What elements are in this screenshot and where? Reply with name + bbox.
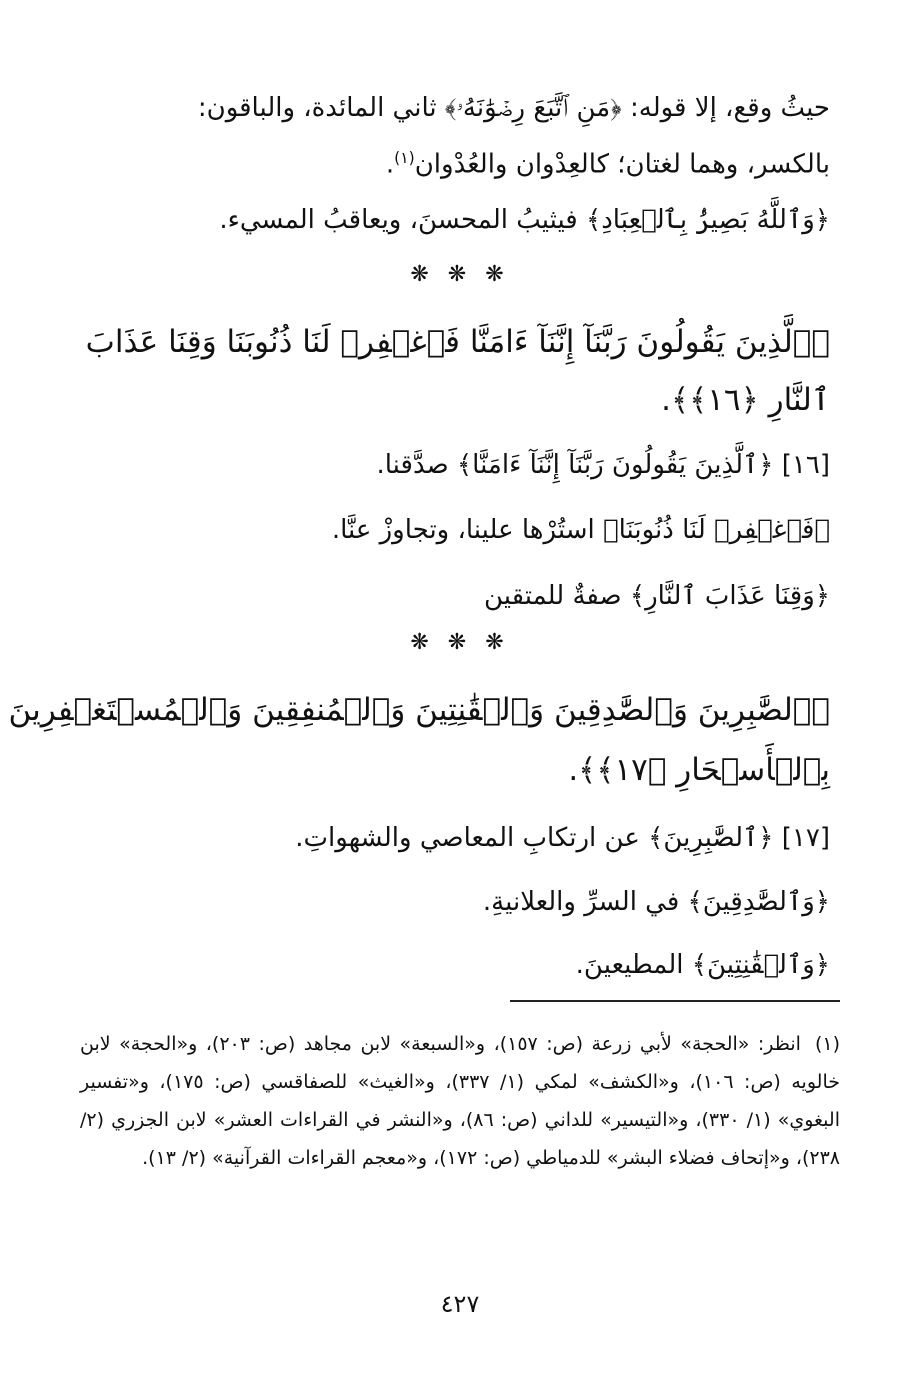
- text-line-1: حيثُ وقع، إلا قوله: ﴿مَنِ ٱتَّبَعَ رِضۡوَٰنَهُۥ﴾ ثاني المائدة، والباقون:: [197, 93, 830, 123]
- page-number: ٤٢٧: [440, 1290, 480, 1318]
- verse-17-line-1: ﴿ٱلصَّٰبِرِينَ وَٱلصَّٰدِقِينَ وَٱلۡقَٰنِتِينَ وَٱلۡمُنفِقِينَ وَٱلۡمُسۡتَغۡفِرِينَ: [8, 692, 830, 728]
- verse-17-line-2: بِٱلۡأَسۡحَارِ ﴿١٧﴾﴾.: [568, 752, 830, 788]
- commentary-17-a: [١٧] ﴿ٱلصَّٰبِرِينَ﴾ عن ارتكابِ المعاصي والشهواتِ.: [295, 823, 830, 853]
- section-separator: ❋ ❋ ❋: [410, 262, 510, 287]
- text-line-2-end: .: [385, 149, 395, 180]
- commentary-16-c: ﴿وَقِنَا عَذَابَ ٱلنَّارِ﴾ صفةٌ للمتقين: [484, 581, 830, 611]
- verse-16-line-2: ٱلنَّارِ ﴿١٦﴾﴾.: [661, 382, 830, 418]
- footnote-text: انظر: «الحجة» لأبي زرعة (ص: ١٥٧)، و«السبعة» لابن مجاهد (ص: ٢٠٣)، و«الحجة» لابن خالويه (ص: ١٠٦)، و«الكشف» لمكي (١/ ٣٣٧)، و«الغيث» للصفاقسي (ص: ١٧٥)، و«تفسير البغوي» (١/ ٣٣٠)، و«التيسير» للداني (ص: ٨٦)، و«النشر في القراءات العشر» لابن الجزري (٢/ ٢٣٨)، و«إتحاف فضلاء البشر» للدمياطي (ص: ١٧٢)، و«معجم القراءات القرآنية» (٢/ ١٣).: [80, 1033, 840, 1169]
- footnote: [80, 1025, 840, 1177]
- commentary-16-b: ﴿فَٱغۡفِرۡ لَنَا ذُنُوبَنَا﴾ استُرْها علينا، وتجاوزْ عنَّا.: [331, 515, 830, 545]
- text-line-3: ﴿وَٱللَّهُ بَصِيرُۢ بِٱلۡعِبَادِ﴾ فيثيبُ المحسنَ، ويعاقبُ المسيء.: [219, 205, 830, 235]
- commentary-17-b: ﴿وَٱلصَّٰدِقِينَ﴾ في السرِّ والعلانيةِ.: [482, 887, 830, 917]
- commentary-16-a: [١٦] ﴿ٱلَّذِينَ يَقُولُونَ رَبَّنَآ إِنَّنَآ ءَامَنَّا﴾ صدَّقنا.: [376, 450, 830, 480]
- section-separator: ❋ ❋ ❋: [410, 630, 510, 655]
- footnote-divider: [510, 1000, 840, 1002]
- commentary-17-c: ﴿وَٱلۡقَٰنِتِينَ﴾ المطيعينَ.: [575, 950, 830, 980]
- text-line-2: [386, 138, 830, 185]
- verse-16-line-1: ﴿ٱلَّذِينَ يَقُولُونَ رَبَّنَآ إِنَّنَآ ءَامَنَّا فَٱغۡفِرۡ لَنَا ذُنُوبَنَا وَقِنَا عَذَابَ: [85, 324, 830, 360]
- text-line-2-main: بالكسر، وهما لغتان؛ كالعِدْوان والعُدْوان: [414, 149, 830, 180]
- footnote-marker: (١): [394, 149, 415, 167]
- footnote-ref: (١): [814, 1033, 841, 1055]
